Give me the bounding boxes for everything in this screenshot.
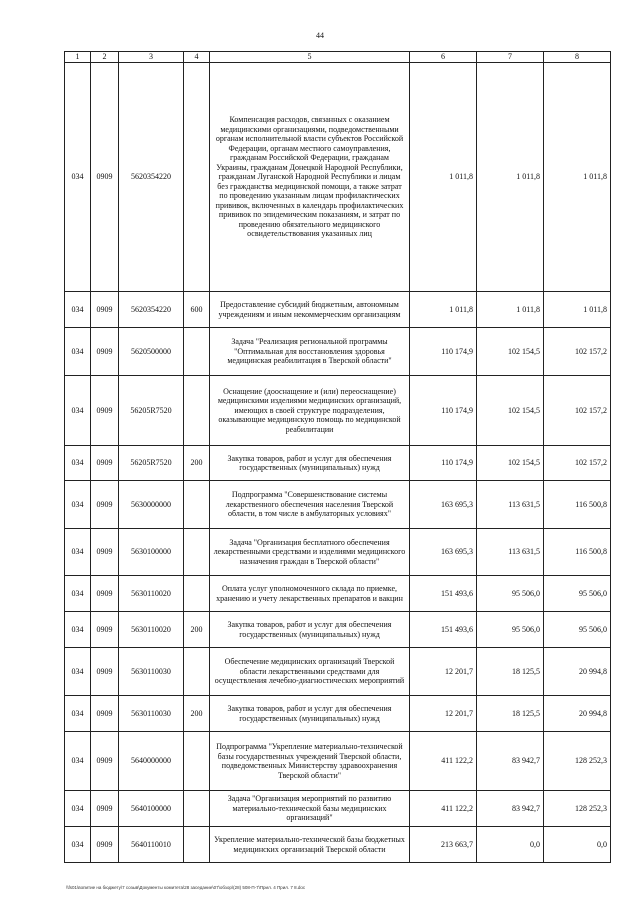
admin-code-cell: 034 (65, 376, 91, 446)
description-cell: Обеспечение медицинских организаций Тверской области лекарственными средствами для осуществления лечебно-диагностических мероприятий (210, 648, 410, 696)
description-cell: Оплата услуг уполномоченного склада по приемке, хранению и учету лекарственных препаратов и вакцин (210, 576, 410, 612)
description-cell: Задача "Реализация региональной программы "Оптимальная для восстановления здоровья медицинская реабилитация в Тверской области" (210, 328, 410, 376)
section-code-cell: 0909 (91, 696, 119, 732)
amount-cell-year1: 163 695,3 (410, 481, 477, 529)
expense-type-cell (184, 63, 210, 292)
amount-cell-year3: 102 157,2 (544, 328, 611, 376)
file-path-footer: \\fs01\вопитие на бюджету\7 созыв\Документы комитета\28 заседание\07\обзор\(28) 508-П-7\Прил. 4 Прил. 7 8.doc (66, 885, 306, 890)
amount-cell-year2: 18 125,5 (477, 696, 544, 732)
table-row (65, 696, 611, 732)
target-code-cell: 5620500000 (119, 328, 184, 376)
admin-code-cell: 034 (65, 612, 91, 648)
target-code-cell: 5630100000 (119, 529, 184, 576)
amount-cell-year2: 95 506,0 (477, 612, 544, 648)
amount-cell-year2: 102 154,5 (477, 328, 544, 376)
amount-cell-year2: 1 011,8 (477, 292, 544, 328)
admin-code-cell: 034 (65, 791, 91, 827)
target-code-cell: 5620354220 (119, 63, 184, 292)
amount-cell-year3: 0,0 (544, 827, 611, 863)
table-row (65, 732, 611, 791)
target-code-cell: 5630110020 (119, 612, 184, 648)
expense-type-cell (184, 529, 210, 576)
section-code-cell: 0909 (91, 376, 119, 446)
amount-cell-year3: 1 011,8 (544, 63, 611, 292)
description-cell: Задача "Организация бесплатного обеспечения лекарственными средствами и изделиями медицинского назначения граждан в Тверской области" (210, 529, 410, 576)
amount-cell-year1: 12 201,7 (410, 648, 477, 696)
amount-cell-year3: 1 011,8 (544, 292, 611, 328)
expense-type-cell (184, 791, 210, 827)
amount-cell-year2: 102 154,5 (477, 446, 544, 481)
amount-cell-year2: 18 125,5 (477, 648, 544, 696)
description-cell: Закупка товаров, работ и услуг для обеспечения государственных (муниципальных) нужд (210, 446, 410, 481)
expense-type-cell (184, 648, 210, 696)
amount-cell-year2: 1 011,8 (477, 63, 544, 292)
admin-code-cell: 034 (65, 529, 91, 576)
description-cell: Оснащение (дооснащение и (или) переоснащение) медицинскими изделиями медицинских организаций, имеющих в своей структуре подразделения, оказывающие медицинскую помощь по медицинской реабилитации (210, 376, 410, 446)
amount-cell-year2: 113 631,5 (477, 481, 544, 529)
expense-type-cell (184, 376, 210, 446)
header-cell: 7 (477, 52, 544, 63)
amount-cell-year1: 151 493,6 (410, 576, 477, 612)
admin-code-cell: 034 (65, 446, 91, 481)
table-row (65, 376, 611, 446)
header-cell: 4 (184, 52, 210, 63)
section-code-cell: 0909 (91, 576, 119, 612)
admin-code-cell: 034 (65, 732, 91, 791)
description-cell: Компенсация расходов, связанных с оказанием медицинскими организациями, подведомственными органам исполнительной власти субъектов Российской Федерации, органам местного самоуправления, гражданам Российской Федерации, гражданам Украины, гражданам Донецкой Народной Республики, гражданам Луганской Народной Республики и лицам без гражданства медицинской помощи, а также затрат по проведению указанным лицам профилактических прививок, включенных в календарь профилактических прививок по эпидемическим показаниям, и затрат по проведению обязательного медицинского освидетельствования указанных лиц (210, 63, 410, 292)
section-code-cell: 0909 (91, 63, 119, 292)
header-cell: 6 (410, 52, 477, 63)
description-cell: Закупка товаров, работ и услуг для обеспечения государственных (муниципальных) нужд (210, 696, 410, 732)
section-code-cell: 0909 (91, 481, 119, 529)
header-cell: 1 (65, 52, 91, 63)
expense-type-cell (184, 481, 210, 529)
admin-code-cell: 034 (65, 576, 91, 612)
table-row (65, 292, 611, 328)
table-row (65, 576, 611, 612)
target-code-cell: 5630000000 (119, 481, 184, 529)
table-row (65, 612, 611, 648)
amount-cell-year3: 102 157,2 (544, 446, 611, 481)
page-number: 44 (316, 31, 324, 40)
description-cell: Укрепление материально-технической базы бюджетных медицинских организаций Тверской области (210, 827, 410, 863)
amount-cell-year3: 20 994,8 (544, 648, 611, 696)
table-row (65, 827, 611, 863)
description-cell: Подпрограмма "Укрепление материально-технической базы государственных учреждений Тверской области, подведомственных Министерству здравоохранения Тверской области" (210, 732, 410, 791)
table-row (65, 648, 611, 696)
amount-cell-year3: 20 994,8 (544, 696, 611, 732)
target-code-cell: 5640110010 (119, 827, 184, 863)
expense-type-cell (184, 827, 210, 863)
section-code-cell: 0909 (91, 732, 119, 791)
description-cell: Подпрограмма "Совершенствование системы лекарственного обеспечения населения Тверской области, в том числе в амбулаторных условиях" (210, 481, 410, 529)
expense-type-cell: 200 (184, 612, 210, 648)
amount-cell-year1: 151 493,6 (410, 612, 477, 648)
amount-cell-year3: 128 252,3 (544, 732, 611, 791)
header-cell: 2 (91, 52, 119, 63)
amount-cell-year1: 110 174,9 (410, 328, 477, 376)
header-cell: 3 (119, 52, 184, 63)
admin-code-cell: 034 (65, 63, 91, 292)
target-code-cell: 56205R7520 (119, 376, 184, 446)
expense-type-cell: 200 (184, 696, 210, 732)
expense-type-cell: 200 (184, 446, 210, 481)
header-row (65, 52, 611, 63)
amount-cell-year3: 128 252,3 (544, 791, 611, 827)
amount-cell-year1: 110 174,9 (410, 376, 477, 446)
admin-code-cell: 034 (65, 648, 91, 696)
table-row (65, 529, 611, 576)
section-code-cell: 0909 (91, 446, 119, 481)
section-code-cell: 0909 (91, 827, 119, 863)
admin-code-cell: 034 (65, 328, 91, 376)
amount-cell-year3: 116 500,8 (544, 481, 611, 529)
target-code-cell: 5630110030 (119, 696, 184, 732)
amount-cell-year3: 95 506,0 (544, 612, 611, 648)
admin-code-cell: 034 (65, 696, 91, 732)
amount-cell-year1: 163 695,3 (410, 529, 477, 576)
description-cell: Предоставление субсидий бюджетным, автономным учреждениям и иным некоммерческим организациям (210, 292, 410, 328)
section-code-cell: 0909 (91, 328, 119, 376)
amount-cell-year1: 1 011,8 (410, 63, 477, 292)
budget-table (64, 51, 611, 863)
section-code-cell: 0909 (91, 648, 119, 696)
amount-cell-year1: 411 122,2 (410, 791, 477, 827)
section-code-cell: 0909 (91, 529, 119, 576)
section-code-cell: 0909 (91, 292, 119, 328)
amount-cell-year1: 213 663,7 (410, 827, 477, 863)
amount-cell-year3: 102 157,2 (544, 376, 611, 446)
amount-cell-year2: 95 506,0 (477, 576, 544, 612)
description-cell: Задача "Организация мероприятий по развитию материально-технической базы медицинских организаций" (210, 791, 410, 827)
amount-cell-year2: 102 154,5 (477, 376, 544, 446)
admin-code-cell: 034 (65, 481, 91, 529)
target-code-cell: 5640100000 (119, 791, 184, 827)
table-row (65, 446, 611, 481)
table-row (65, 791, 611, 827)
amount-cell-year1: 110 174,9 (410, 446, 477, 481)
target-code-cell: 5620354220 (119, 292, 184, 328)
admin-code-cell: 034 (65, 827, 91, 863)
target-code-cell: 5640000000 (119, 732, 184, 791)
expense-type-cell (184, 328, 210, 376)
table-row (65, 63, 611, 292)
amount-cell-year2: 83 942,7 (477, 732, 544, 791)
admin-code-cell: 034 (65, 292, 91, 328)
amount-cell-year2: 0,0 (477, 827, 544, 863)
target-code-cell: 56205R7520 (119, 446, 184, 481)
table-row (65, 328, 611, 376)
amount-cell-year2: 83 942,7 (477, 791, 544, 827)
target-code-cell: 5630110030 (119, 648, 184, 696)
amount-cell-year3: 116 500,8 (544, 529, 611, 576)
section-code-cell: 0909 (91, 791, 119, 827)
amount-cell-year1: 12 201,7 (410, 696, 477, 732)
amount-cell-year3: 95 506,0 (544, 576, 611, 612)
expense-type-cell: 600 (184, 292, 210, 328)
header-cell: 5 (210, 52, 410, 63)
amount-cell-year2: 113 631,5 (477, 529, 544, 576)
table-row (65, 481, 611, 529)
description-cell: Закупка товаров, работ и услуг для обеспечения государственных (муниципальных) нужд (210, 612, 410, 648)
header-cell: 8 (544, 52, 611, 63)
expense-type-cell (184, 576, 210, 612)
section-code-cell: 0909 (91, 612, 119, 648)
amount-cell-year1: 411 122,2 (410, 732, 477, 791)
expense-type-cell (184, 732, 210, 791)
target-code-cell: 5630110020 (119, 576, 184, 612)
amount-cell-year1: 1 011,8 (410, 292, 477, 328)
